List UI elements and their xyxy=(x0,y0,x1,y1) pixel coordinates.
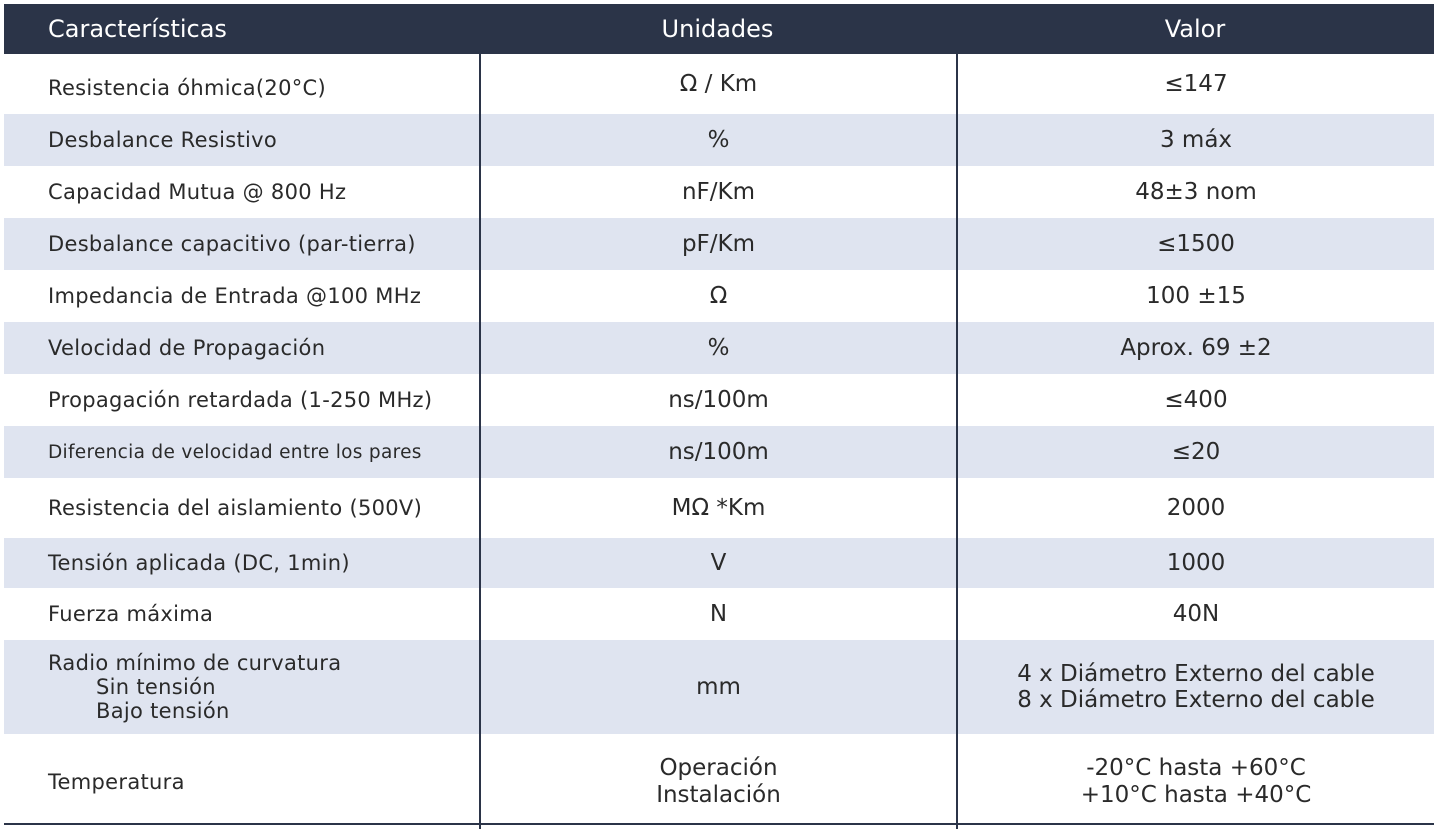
table-row xyxy=(4,218,1434,270)
table-row-radio xyxy=(4,640,1434,734)
table-row xyxy=(4,166,1434,218)
row-caracteristica: Resistencia del aislamiento (500V) xyxy=(48,496,423,520)
radio-valor-2: 8 x Diámetro Externo del cable xyxy=(1017,687,1375,713)
row-valor: 2000 xyxy=(956,478,1434,538)
row-unidad: MΩ *Km xyxy=(479,478,956,538)
row-unidad: V xyxy=(479,538,956,588)
row-caracteristica: Propagación retardada (1-250 MHz) xyxy=(48,388,433,412)
temperatura-operacion: Operación xyxy=(659,755,778,782)
row-caracteristica: Velocidad de Propagación xyxy=(48,336,326,360)
row-unidad: Ω xyxy=(479,270,956,322)
row-valor: ≤147 xyxy=(956,54,1434,114)
temperatura-instalacion: Instalación xyxy=(656,781,781,808)
row-unidad: N xyxy=(479,588,956,640)
row-unidad: % xyxy=(479,322,956,374)
row-unidad: pF/Km xyxy=(479,218,956,270)
row-valor: 3 máx xyxy=(956,114,1434,166)
radio-valor-1: 4 x Diámetro Externo del cable xyxy=(1017,660,1375,687)
temperatura-valor-1: -20°C hasta +60°C xyxy=(1086,755,1306,782)
row-caracteristica: Capacidad Mutua @ 800 Hz xyxy=(48,180,347,204)
table-row xyxy=(4,374,1434,426)
table-row xyxy=(4,270,1434,322)
row-caracteristica: Resistencia óhmica(20°C) xyxy=(48,76,327,100)
table-row xyxy=(4,588,1434,640)
table-row xyxy=(4,114,1434,166)
radio-unidad: mm xyxy=(479,640,956,734)
row-valor: ≤400 xyxy=(956,374,1434,426)
radio-bajo-tension: Bajo tensión xyxy=(96,699,230,724)
table-row xyxy=(4,426,1434,478)
row-unidad: nF/Km xyxy=(479,166,956,218)
table-row xyxy=(4,478,1434,538)
row-caracteristica: Tensión aplicada (DC, 1min) xyxy=(48,551,350,575)
table-header xyxy=(4,4,1434,54)
row-valor: 1000 xyxy=(956,538,1434,588)
row-valor: ≤20 xyxy=(956,426,1434,478)
radio-caracteristica-cell xyxy=(4,640,479,734)
row-valor: 48±3 nom xyxy=(956,166,1434,218)
row-caracteristica: Desbalance capacitivo (par-tierra) xyxy=(48,232,416,256)
header-unidades: Unidades xyxy=(661,15,774,43)
radio-sin-tension: Sin tensión xyxy=(96,674,216,699)
temperatura-unidad-cell xyxy=(479,734,956,829)
row-valor: 40N xyxy=(956,588,1434,640)
table-row xyxy=(4,54,1434,114)
row-unidad: ns/100m xyxy=(479,426,956,478)
table-row xyxy=(4,322,1434,374)
row-valor: 100 ±15 xyxy=(956,270,1434,322)
row-valor: ≤1500 xyxy=(956,218,1434,270)
row-unidad: ns/100m xyxy=(479,374,956,426)
header-valor: Valor xyxy=(1164,15,1226,43)
temperatura-valor-cell xyxy=(956,734,1434,829)
table-row-temperatura xyxy=(4,734,1434,829)
row-caracteristica: Desbalance Resistivo xyxy=(48,128,278,152)
row-valor: Aprox. 69 ±2 xyxy=(956,322,1434,374)
row-unidad: % xyxy=(479,114,956,166)
header-caracteristicas: Características xyxy=(48,15,227,43)
radio-caracteristica: Radio mínimo de curvatura xyxy=(48,650,342,675)
row-caracteristica: Impedancia de Entrada @100 MHz xyxy=(48,284,422,308)
temperatura-valor-2: +10°C hasta +40°C xyxy=(1080,781,1312,808)
row-caracteristica: Fuerza máxima xyxy=(48,602,214,626)
row-caracteristica: Diferencia de velocidad entre los pares xyxy=(48,441,422,463)
table-row xyxy=(4,538,1434,588)
table-bottom-border xyxy=(4,823,1434,825)
radio-valor-cell xyxy=(956,640,1434,734)
temperatura-caracteristica: Temperatura xyxy=(48,769,185,794)
specifications-table xyxy=(4,4,1434,829)
row-unidad: Ω / Km xyxy=(479,54,956,114)
